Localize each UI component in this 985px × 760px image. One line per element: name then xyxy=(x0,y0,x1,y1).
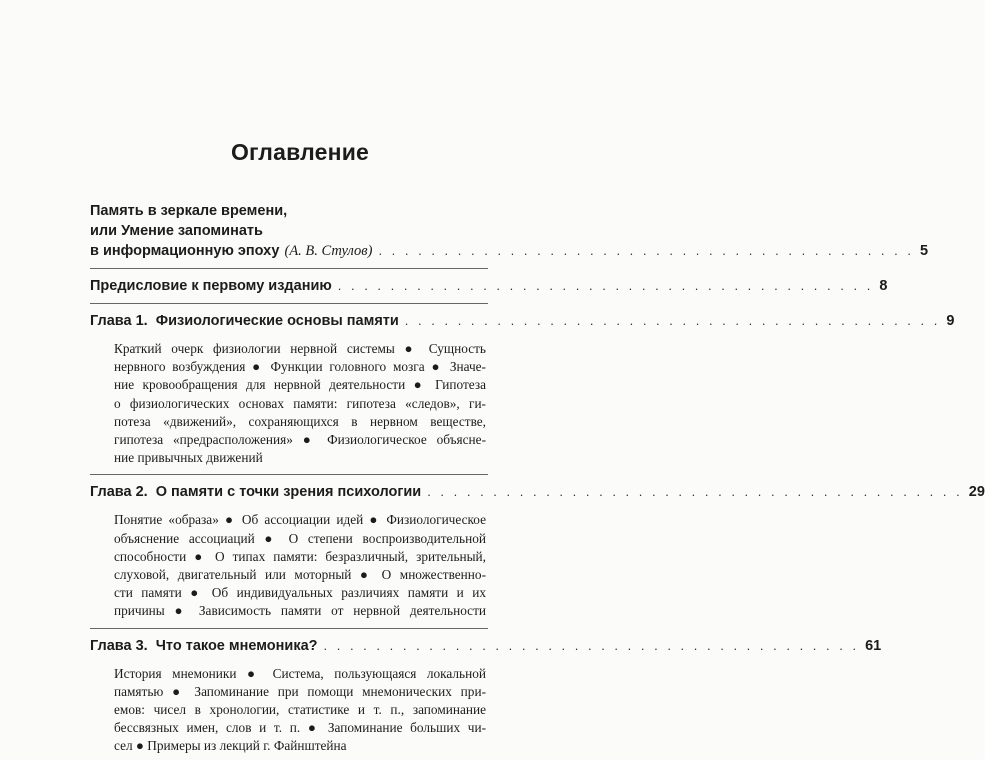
toc-entry-title-line: Глава 2. О памяти с точки зрения психологии xyxy=(90,484,422,501)
dot-leader: . . . . . . . . . . . . . . . . . . . . . . . . . . . . . . . . . . . . . . . . . xyxy=(404,313,941,328)
toc-page-number: 9 xyxy=(946,313,955,329)
toc-entry-heading xyxy=(90,636,882,656)
toc-entry-heading xyxy=(90,276,888,296)
description-line: потеза «движений», сохраняющихся в нервном веществе, xyxy=(114,413,486,429)
toc-entry-title-line: Предисловие к первому изданию xyxy=(90,278,332,294)
description-line: емов: чисел в хронологии, статистике и т. п., запоминание xyxy=(114,702,486,718)
toc-entry-title-line: в информационную эпоху xyxy=(90,243,280,259)
description-line: гипотеза «предрасположения» ● Физиологическое объясне- xyxy=(114,432,486,448)
chapter-description xyxy=(90,511,488,620)
toc-entry-author: (А. В. Стулов) xyxy=(284,243,373,259)
dot-leader: . . . . . . . . . . . . . . . . . . . . . . . . . . . . . . . . . . . . . . . . . xyxy=(427,484,963,500)
dot-leader: . . . . . . . . . . . . . . . . . . . . . . . . . . . . . . . . . . . . . . . . . xyxy=(323,637,860,653)
toc-page-number: 29 xyxy=(968,484,985,501)
toc-page-number: 5 xyxy=(920,243,929,259)
toc-entry-title-line: или Умение запоминать xyxy=(90,223,263,239)
description-line: способности ● О типах памяти: безразличный, зрительный, xyxy=(114,548,486,564)
description-line: ние кровообращения для нервной деятельности ● Гипотеза xyxy=(114,377,486,393)
toc-entry-preface-stulov[interactable] xyxy=(90,201,929,269)
toc-entry-chapter-1[interactable] xyxy=(90,311,955,475)
toc-entry-title-line: Глава 1. Физиологические основы памяти xyxy=(90,313,399,329)
divider xyxy=(90,303,488,304)
description-line: История мнемоники ● Система, пользующаяся локальной xyxy=(114,665,486,681)
description-line: объяснение ассоциаций ● О степени воспроизводительной xyxy=(114,530,486,546)
divider xyxy=(90,268,488,269)
toc-entry-heading xyxy=(90,311,955,331)
chapter-description xyxy=(90,340,488,467)
toc-page-number: 61 xyxy=(865,637,882,654)
toc-entry-foreword[interactable] xyxy=(90,276,888,304)
description-line: Краткий очерк физиологии нервной системы ● Сущность xyxy=(114,341,486,356)
chapter-description xyxy=(90,665,488,756)
divider xyxy=(90,628,488,629)
description-line: о физиологических основах памяти: гипотеза «следов», ги- xyxy=(114,395,486,411)
description-line: бессвязных имен, слов и т. п. ● Запоминание больших чи- xyxy=(114,720,486,736)
toc-entry-heading xyxy=(90,201,929,261)
toc-entry-title-line: Глава 3. Что такое мнемоника? xyxy=(90,637,318,654)
table-of-contents xyxy=(90,201,985,760)
toc-entry-chapter-2[interactable] xyxy=(90,482,985,628)
divider xyxy=(90,474,488,475)
toc-entry-chapter-3[interactable] xyxy=(90,636,882,756)
toc-page-number: 8 xyxy=(879,278,888,294)
description-line: причины ● Зависимость памяти от нервной деятельности xyxy=(114,603,486,619)
description-line: сти памяти ● Об индивидуальных различиях памяти и их xyxy=(114,585,486,601)
dot-leader: . . . . . . . . . . . . . . . . . . . . . . . . . . . . . . . . . . . . . . . . . xyxy=(337,278,874,293)
description-line: ние привычных движений xyxy=(114,450,263,466)
description-line: нервного возбуждения ● Функции головного мозга ● Значе- xyxy=(114,359,486,375)
dot-leader: . . . . . . . . . . . . . . . . . . . . . . . . . . . . . . . . . . . . . . . . . xyxy=(378,243,914,258)
toc-entry-title-line: Память в зеркале времени, xyxy=(90,203,288,219)
page-title: Оглавление xyxy=(230,139,370,165)
description-line: сел ● Примеры из лекций г. Файнштейна xyxy=(114,738,347,754)
toc-entry-heading xyxy=(90,482,985,502)
description-line: слуховой, двигательный или моторный ● О множественно- xyxy=(114,567,486,583)
description-line: Понятие «образа» ● Об ассоциации идей ● Физиологическое xyxy=(114,512,486,528)
description-line: памятью ● Запоминание при помощи мнемонических при- xyxy=(114,683,486,699)
